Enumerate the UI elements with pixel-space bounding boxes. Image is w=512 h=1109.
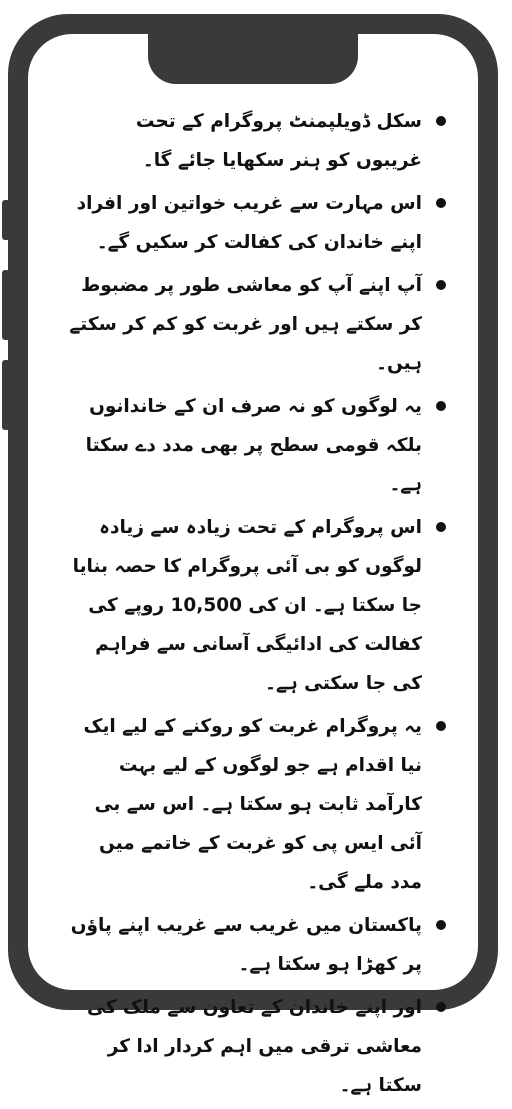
list-item-text: سکل ڈویلپمنٹ پروگرام کے تحت غریبوں کو ہنر سکھایا جائے گا۔	[135, 111, 422, 171]
list-item	[64, 988, 448, 1105]
list-item	[64, 184, 448, 262]
phone-screen	[28, 34, 478, 1096]
list-item	[64, 508, 448, 703]
bullet-list	[64, 102, 448, 1105]
bullet-icon	[436, 1002, 446, 1012]
bullet-icon	[436, 198, 446, 208]
phone-volume-up-button	[2, 270, 10, 340]
list-item-text: پاکستان میں غریب سے غریب اپنے پاؤں پر کھڑا ہو سکتا ہے۔	[70, 915, 422, 975]
list-item	[64, 102, 448, 180]
bullet-icon	[436, 401, 446, 411]
list-item-text: یہ پروگرام غربت کو روکنے کے لیے ایک نیا اقدام ہے جو لوگوں کے لیے بہت کارآمد ثابت ہو سکتا ہے۔ اس سے بی آئی ایس پی کو غربت کے خاتمے میں مدد ملے گی۔	[83, 716, 422, 893]
list-item-text: یہ لوگوں کو نہ صرف ان کے خاندانوں بلکہ قومی سطح پر بھی مدد دے سکتا ہے۔	[85, 396, 422, 495]
bullet-icon	[436, 280, 446, 290]
bullet-icon	[436, 522, 446, 532]
list-item-text: اس مہارت سے غریب خواتین اور افراد اپنے خاندان کی کفالت کر سکیں گے۔	[76, 193, 422, 253]
bullet-list-container	[64, 102, 448, 1109]
phone-side-button	[2, 200, 10, 240]
list-item	[64, 707, 448, 902]
phone-frame	[8, 14, 498, 1096]
list-item-text: آپ اپنے آپ کو معاشی طور پر مضبوط کر سکتے ہیں اور غربت کو کم کر سکتے ہیں۔	[69, 275, 422, 374]
bullet-icon	[436, 116, 446, 126]
phone-volume-down-button	[2, 360, 10, 430]
list-item-text: اس پروگرام کے تحت زیادہ سے زیادہ لوگوں کو بی آئی پروگرام کا حصہ بنایا جا سکتا ہے۔ ان کی 10,500 روپے کی کفالت کی ادائیگی آسانی سے فراہم کی جا سکتی ہے۔	[72, 517, 422, 694]
bullet-icon	[436, 920, 446, 930]
list-item	[64, 387, 448, 504]
list-item	[64, 906, 448, 984]
list-item-text: اور اپنے خاندان کے تعاون سے ملک کی معاشی ترقی میں اہم کردار ادا کر سکتا ہے۔	[87, 997, 422, 1096]
phone-notch	[148, 34, 358, 84]
bullet-icon	[436, 721, 446, 731]
list-item	[64, 266, 448, 383]
